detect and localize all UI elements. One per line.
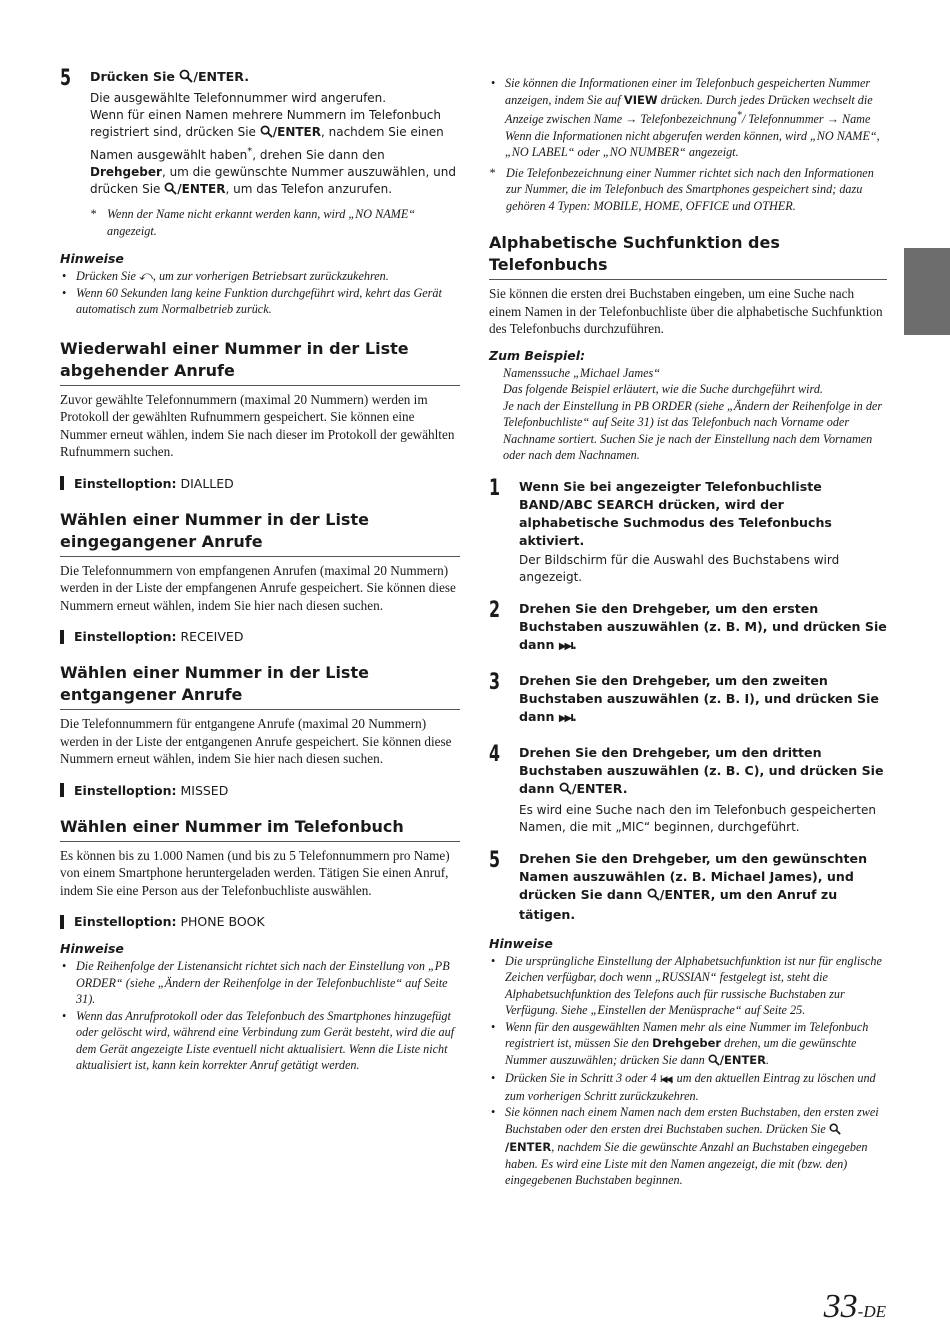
section-heading: Wählen einer Nummer in der Liste entgangener Anrufe: [60, 662, 460, 710]
step-title: Drehen Sie den Drehgeber, um den gewünschten Namen auszuwählen (z. B. Michael James), und drücken Sie dann /ENTER, um den Anruf zu tätigen.: [519, 850, 868, 922]
section-body: Zuvor gewählte Telefonnummern (maximal 20 Nummern) werden im Protokoll der gewählten Rufnummern gespeichert. Sie können eine Nummer erneut wählen, indem Sie nach dieser im Protokoll der gewählten Rufnummern suchen.: [60, 391, 455, 459]
step-number: 2: [489, 597, 501, 623]
search-icon: [260, 125, 273, 143]
step-text: Die ausgewählte Telefonnummer wird angerufen.: [90, 91, 387, 105]
step-5-right: [489, 847, 887, 924]
step-title: Wenn Sie bei angezeigter Telefonbuchliste BAND/ABC SEARCH drücken, wird der alphabetische Suchmodus des Telefonbuchs aktiviert.: [519, 478, 832, 548]
step-text: Wenn für einen Namen mehrere Nummern im Telefonbuch registriert sind, drücken Sie /ENTER, nachdem Sie einen Namen ausgewählt haben*, drehen Sie dann den Drehgeber, um die gewünschte Nummer auszuwählen, und drücken Sie /ENTER, um das Telefon anzurufen.: [90, 107, 460, 200]
left-column: [60, 68, 460, 1074]
list-item: • Sie können die Informationen einer im Telefonbuch gespeicherten Nummer anzeigen, indem Sie auf VIEW drücken. Durch jedes Drücken wechselt die Anzeige zwischen Name → Telefonbezeichnung*/ Telefonnummer → Name Wenn die Informationen nicht abgerufen werden können, wird „NO NAME“, „NO LABEL“ oder „NO NUMBER“ angezeigt.: [489, 75, 887, 161]
section-outgoing: [60, 338, 460, 491]
search-icon: [179, 69, 193, 88]
section-heading: Wählen einer Nummer im Telefonbuch: [60, 816, 460, 842]
back-icon: ⤺: [138, 268, 153, 283]
next-track-icon: ▶▶I: [558, 712, 572, 724]
example-text: Namenssuche „Michael James“: [503, 365, 661, 380]
step-number: 3: [489, 669, 501, 695]
step-number: 4: [489, 741, 501, 767]
section-body: Die Telefonnummern von empfangenen Anrufen (maximal 20 Nummern) werden in der Liste der empfangenen Anrufe gespeichert. Sie können diese Nummern erneut wählen, indem Sie hier nach diesen suchen.: [60, 562, 456, 613]
section-heading: Alphabetische Suchfunktion des Telefonbuchs: [489, 232, 887, 280]
section-body: Es können bis zu 1.000 Namen (und bis zu 5 Telefonnummern pro Name) von einem Smartphone heruntergeladen werden. Tätigen Sie einen Anruf, indem Sie eine Person aus der Telefonbuchliste auswählen.: [60, 847, 450, 898]
step-title: Drehen Sie den Drehgeber, um den ersten Buchstaben auszuwählen (z. B. M), und drücken Sie dann ▶▶I.: [519, 600, 887, 652]
section-heading: Wiederwahl einer Nummer in der Liste abgehender Anrufe: [60, 338, 460, 386]
section-missed: [60, 662, 460, 798]
list-item: • Die Reihenfolge der Listenansicht richtet sich nach der Einstellung von „PB ORDER“ (siehe „Ändern der Reihenfolge in der Telefonbuchliste“ auf Seite 31).: [60, 958, 460, 1008]
example-title: Zum Beispiel:: [489, 347, 586, 363]
example-text: Das folgende Beispiel erläutert, wie die Suche durchgeführt wird.: [503, 382, 823, 397]
hints-block: [60, 941, 460, 1074]
list-item: • Wenn für den ausgewählten Namen mehr als eine Nummer im Telefonbuch registriert ist, müssen Sie den Drehgeber drehen, um die gewünschte Nummer auszuwählen; drücken Sie dann /ENTER.: [489, 1019, 887, 1071]
section-body: Die Telefonnummern für entgangene Anrufe (maximal 20 Nummern) werden in der Liste der entgangenen Anrufe gespeichert. Sie können diese Nummern erneut wählen, indem Sie hier nach diesen suchen.: [60, 716, 452, 766]
hints-block: [489, 936, 887, 1189]
hints-title: Hinweise: [489, 935, 553, 951]
search-icon: [829, 1123, 841, 1140]
step-5-left: [60, 68, 460, 239]
search-icon: [708, 1054, 720, 1071]
step-text: Der Bildschirm für die Auswahl des Buchstabens wird angezeigt.: [519, 552, 840, 584]
next-track-icon: ▶▶I: [558, 640, 572, 652]
view-info-list: [489, 75, 887, 161]
hints-block: [60, 251, 460, 318]
section-phonebook: [60, 816, 460, 930]
setting-option: Einstelloption: MISSED: [60, 783, 460, 798]
side-tab-marker: [904, 248, 950, 335]
list-item: • Die ursprüngliche Einstellung der Alphabetsuchfunktion ist nur für englische Zeichen verfügbar, doch wenn „RUSSIAN“ festgelegt ist, steht die Alphabetsuchfunktion des Telefons auch für russische Buchstaben zur Verfügung. Siehe „Einstellen der Menüsprache“ auf Seite 25.: [489, 953, 887, 1019]
step-title: Drehen Sie den Drehgeber, um den zweiten Buchstaben auszuwählen (z. B. I), und drücken Sie dann ▶▶I.: [519, 672, 879, 724]
list-item: • Sie können nach einem Namen nach dem ersten Buchstaben, den ersten zwei Buchstaben oder den ersten drei Buchstaben suchen. Drücken Sie /ENTER, nachdem Sie die gewünschte Anzahl an Buchstaben eingegeben haben. Es wird eine Liste mit den Namen angezeigt, die mit (bzw. den) eingegebenen Buchstaben beginnen.: [489, 1104, 887, 1189]
list-item: • Wenn das Anrufprotokoll oder das Telefonbuch des Smartphones hinzugefügt oder gelöscht wird, während eine Verbindung zum Gerät besteht, wird die auf dem Gerät angezeigte Liste eventuell nicht aktualisiert. Wenn die Liste nicht aktualisiert ist, kann kein korrekter Anruf getätigt werden.: [60, 1008, 460, 1074]
footnote: * Wenn der Name nicht erkannt werden kann, wird „NO NAME“ angezeigt.: [90, 207, 416, 238]
footnote: * Die Telefonbezeichnung einer Nummer richtet sich nach den Informationen zur Nummer, die im Telefonbuch des Smartphones gespeichert sind; dazu gehören 4 Typen: MOBILE, HOME, OFFICE und OTHER.: [489, 165, 874, 213]
list-item: • Wenn 60 Sekunden lang keine Funktion durchgeführt wird, kehrt das Gerät automatisch zum Normalbetrieb zurück.: [60, 285, 460, 318]
hints-title: Hinweise: [60, 251, 124, 266]
search-icon: [559, 782, 572, 800]
step-text: Es wird eine Suche nach den im Telefonbuch gespeicherten Namen, die mit „MIC“ beginnen, durchgeführt.: [519, 802, 876, 834]
step-title: Drücken Sie /ENTER.: [90, 68, 460, 88]
page-number: 33-DE: [823, 1288, 886, 1325]
setting-option: Einstelloption: PHONE BOOK: [60, 914, 460, 929]
setting-option: Einstelloption: RECEIVED: [60, 629, 460, 644]
section-heading: Wählen einer Nummer in der Liste eingegangener Anrufe: [60, 509, 460, 557]
step-1: [489, 475, 887, 586]
example-block: [489, 348, 887, 464]
step-number: 1: [489, 475, 501, 501]
previous-track-icon: I◀◀: [659, 1074, 671, 1085]
example-text: Je nach der Einstellung in PB ORDER (siehe „Ändern der Reihenfolge in der Telefonbuchliste“ auf Seite 31) ist das Telefonbuch nach Vorname oder Nachname sortiert. Suchen Sie je nach der Einstellung nach dem Vornamen oder nach dem Nachnamen.: [503, 398, 883, 463]
hints-title: Hinweise: [60, 941, 124, 956]
setting-option: Einstelloption: DIALLED: [60, 476, 460, 491]
list-item: • Drücken Sie in Schritt 3 oder 4 I◀◀, um den aktuellen Eintrag zu löschen und zum vorherigen Schritt zurückzukehren.: [489, 1070, 887, 1104]
step-3: [489, 669, 887, 728]
step-title: Drehen Sie den Drehgeber, um den dritten Buchstaben auszuwählen (z. B. C), und drücken Sie dann /ENTER.: [519, 744, 887, 800]
section-alpha-search: [489, 232, 887, 338]
step-4: [489, 741, 887, 836]
step-number: 5: [60, 66, 72, 91]
section-received: [60, 509, 460, 645]
list-item: • Drücken Sie ⤺, um zur vorherigen Betriebsart zurückzukehren.: [60, 268, 460, 285]
step-2: [489, 597, 887, 656]
step-number: 5: [489, 847, 501, 873]
right-column: [489, 75, 887, 1189]
search-icon: [647, 888, 660, 906]
section-body: Sie können die ersten drei Buchstaben eingeben, um eine Suche nach einem Namen in der Telefonbuchliste über die alphabetische Suchfunktion des Telefonbuchs durchzuführen.: [489, 286, 883, 337]
search-icon: [164, 182, 177, 200]
